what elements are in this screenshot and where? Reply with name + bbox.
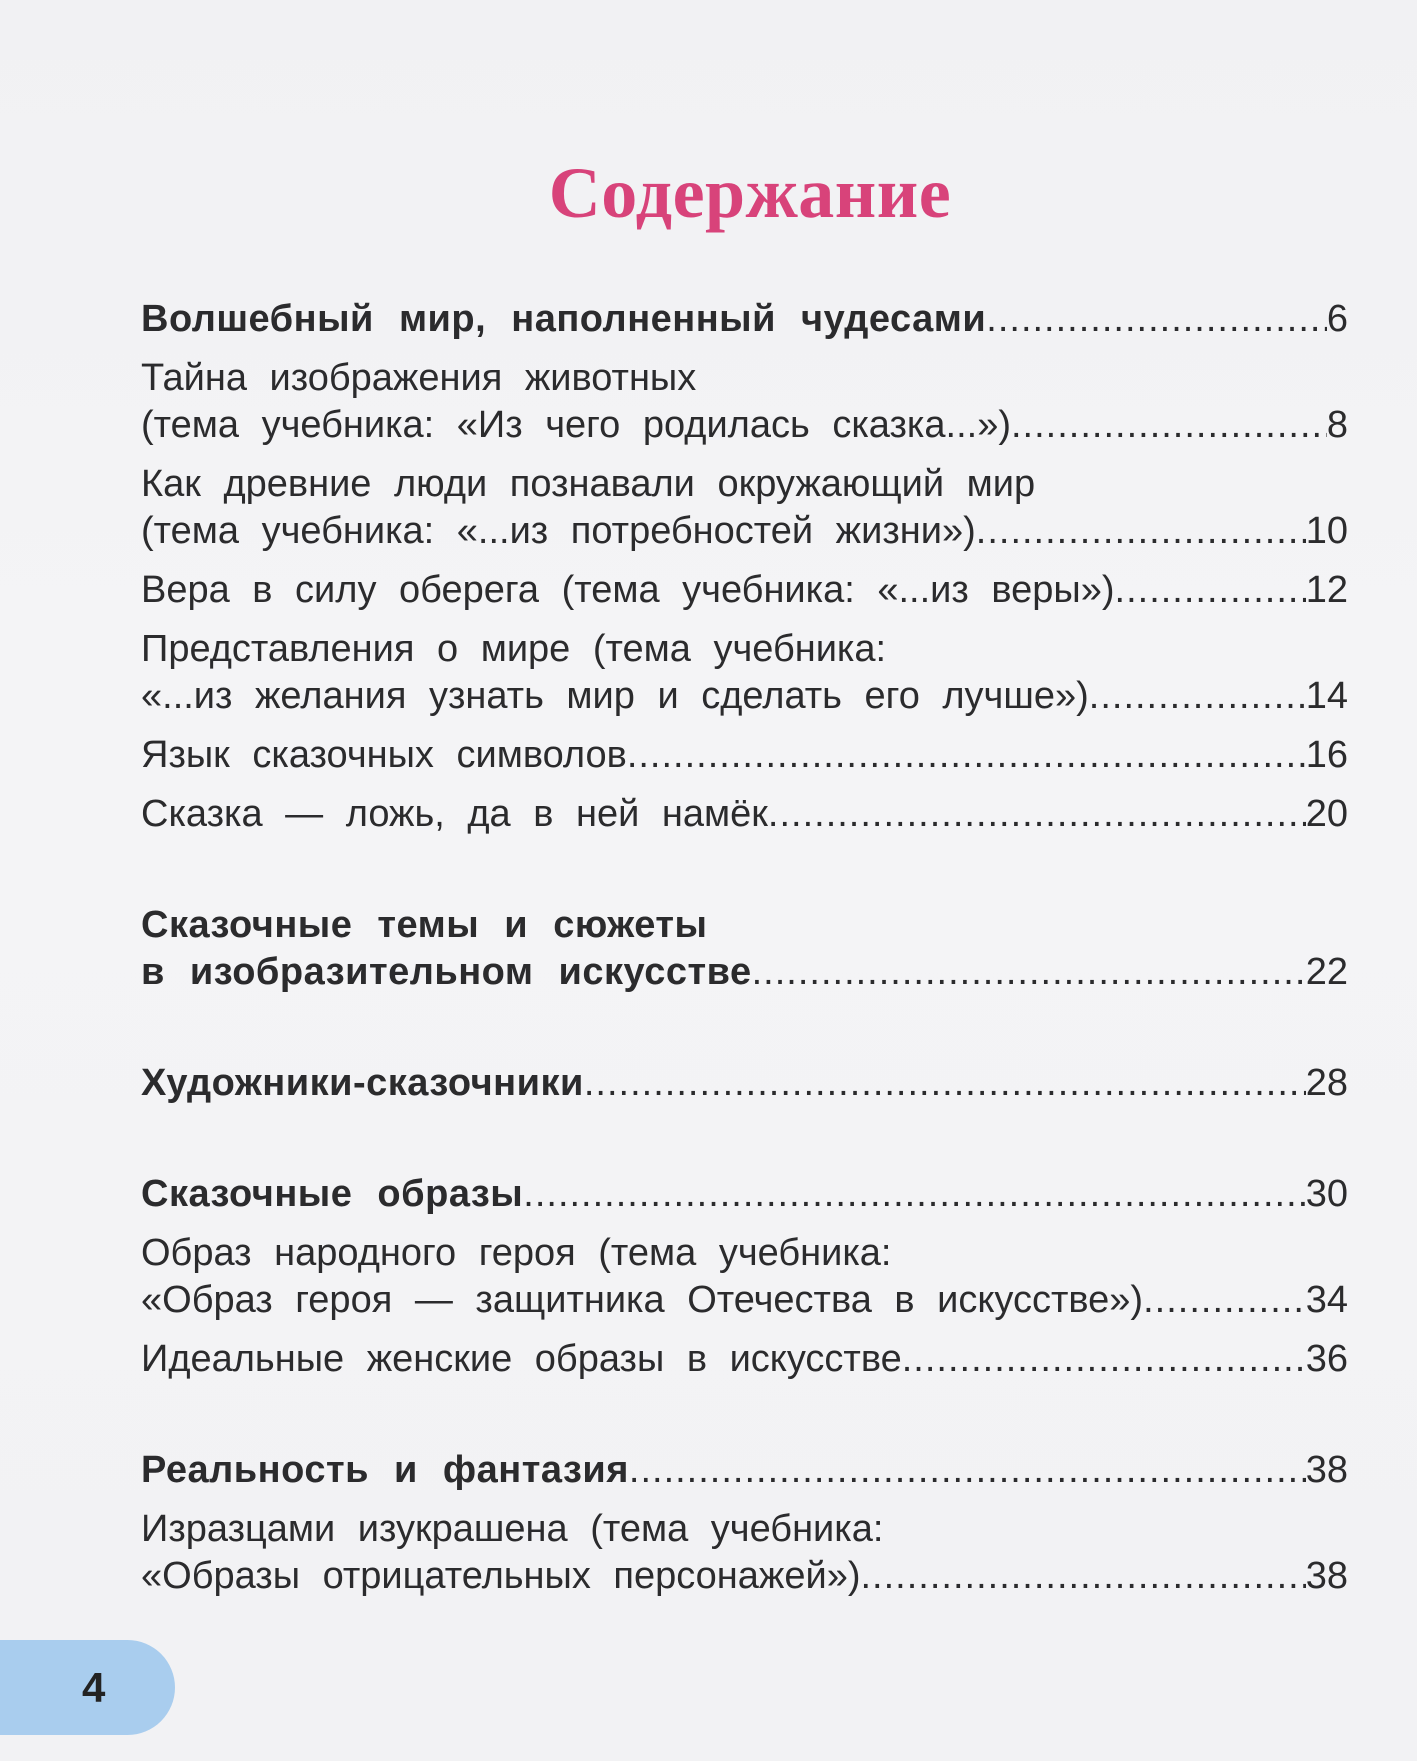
toc-page-number: 8 <box>1326 404 1348 446</box>
toc-entry-line <box>141 508 1348 555</box>
toc-entry-line <box>141 673 1348 720</box>
page-title: Содержание <box>548 153 952 234</box>
dot-leader <box>629 1447 1306 1494</box>
toc-entry-line <box>141 902 1348 949</box>
toc-entry-line <box>141 1336 1348 1383</box>
toc-entry-text: Сказочные образы <box>141 1173 524 1215</box>
toc-page-number: 12 <box>1305 569 1348 611</box>
toc-section <box>141 1060 1348 1107</box>
toc-page-number: 6 <box>1326 298 1348 340</box>
toc-topic-entry <box>141 732 1348 779</box>
toc-entry-text: Изразцами изукрашена (тема учебника: <box>141 1508 884 1550</box>
dot-leader <box>1011 402 1327 449</box>
toc-entry-text: «...из желания узнать мир и сделать его лучше») <box>141 675 1089 717</box>
toc-entry-text: Сказочные темы и сюжеты <box>141 904 708 946</box>
toc-topic-entry <box>141 1336 1348 1383</box>
toc-topic-entry <box>141 461 1348 555</box>
toc-entry-text: Тайна изображения животных <box>141 357 697 399</box>
toc-section <box>141 1171 1348 1383</box>
toc-section <box>141 902 1348 996</box>
toc-page-number: 22 <box>1305 951 1348 993</box>
toc-entry-text: Представления о мире (тема учебника: <box>141 628 887 670</box>
dot-leader <box>752 949 1306 996</box>
toc-topic-entry <box>141 1506 1348 1600</box>
toc-entry-text: Как древние люди познавали окружающий мир <box>141 463 1036 505</box>
toc-entry-line <box>141 402 1348 449</box>
toc-chapter-entry <box>141 902 1348 996</box>
toc-entry-text: Волшебный мир, наполненный чудесами <box>141 298 987 340</box>
toc-chapter-entry <box>141 1171 1348 1218</box>
dot-leader <box>627 732 1306 779</box>
toc-section <box>141 296 1348 838</box>
table-of-contents <box>141 296 1348 1612</box>
toc-topic-entry <box>141 791 1348 838</box>
toc-chapter-entry <box>141 1447 1348 1494</box>
toc-page-number: 36 <box>1305 1338 1348 1380</box>
dot-leader <box>986 296 1327 343</box>
toc-section <box>141 1447 1348 1600</box>
toc-topic-entry <box>141 1230 1348 1324</box>
toc-entry-line <box>141 949 1348 996</box>
toc-entry-line <box>141 1060 1348 1107</box>
toc-entry-text: Реальность и фантазия <box>141 1449 629 1491</box>
toc-topic-entry <box>141 567 1348 614</box>
toc-entry-text: «Образы отрицательных персонажей») <box>141 1555 861 1597</box>
toc-entry-text: (тема учебника: «...из потребностей жизни») <box>141 510 976 552</box>
toc-page-number: 38 <box>1305 1555 1348 1597</box>
toc-entry-line <box>141 626 1348 673</box>
toc-entry-line <box>141 1553 1348 1600</box>
toc-entry-text: «Образ героя — защитника Отечества в искусстве») <box>141 1279 1144 1321</box>
toc-entry-line <box>141 1171 1348 1218</box>
toc-page-number: 10 <box>1305 510 1348 552</box>
toc-entry-text: Вера в силу оберега (тема учебника: «...из веры») <box>141 569 1115 611</box>
toc-entry-line <box>141 296 1348 343</box>
toc-entry-line <box>141 1230 1348 1277</box>
toc-chapter-entry <box>141 1060 1348 1107</box>
toc-entry-line <box>141 1447 1348 1494</box>
toc-page-number: 30 <box>1305 1173 1348 1215</box>
toc-entry-text: Сказка — ложь, да в ней намёк <box>141 793 768 835</box>
toc-page-number: 20 <box>1305 793 1348 835</box>
toc-entry-text: Художники-сказочники <box>141 1062 584 1104</box>
toc-entry-line <box>141 567 1348 614</box>
dot-leader <box>861 1553 1306 1600</box>
toc-page-number: 34 <box>1305 1279 1348 1321</box>
toc-entry-line <box>141 791 1348 838</box>
toc-entry-text: в изобразительном искусстве <box>141 951 752 993</box>
toc-entry-text: Язык сказочных символов <box>141 734 627 776</box>
toc-chapter-entry <box>141 296 1348 343</box>
toc-entry-text: Образ народного героя (тема учебника: <box>141 1232 892 1274</box>
toc-entry-text: (тема учебника: «Из чего родилась сказка...») <box>141 404 1011 446</box>
toc-entry-line <box>141 1506 1348 1553</box>
toc-page-number: 38 <box>1305 1449 1348 1491</box>
toc-topic-entry <box>141 355 1348 449</box>
dot-leader <box>1143 1277 1306 1324</box>
dot-leader <box>902 1336 1306 1383</box>
toc-entry-line <box>141 1277 1348 1324</box>
dot-leader <box>976 508 1306 555</box>
toc-entry-line <box>141 732 1348 779</box>
dot-leader <box>1089 673 1306 720</box>
toc-page-number: 16 <box>1305 734 1348 776</box>
toc-page-number: 28 <box>1305 1062 1348 1104</box>
dot-leader <box>768 791 1306 838</box>
toc-page-number: 14 <box>1305 675 1348 717</box>
page-number: 4 <box>82 1664 106 1711</box>
dot-leader <box>584 1060 1306 1107</box>
toc-topic-entry <box>141 626 1348 720</box>
dot-leader <box>1115 567 1306 614</box>
dot-leader <box>523 1171 1305 1218</box>
toc-entry-line <box>141 461 1348 508</box>
toc-entry-text: Идеальные женские образы в искусстве <box>141 1338 902 1380</box>
toc-entry-line <box>141 355 1348 402</box>
